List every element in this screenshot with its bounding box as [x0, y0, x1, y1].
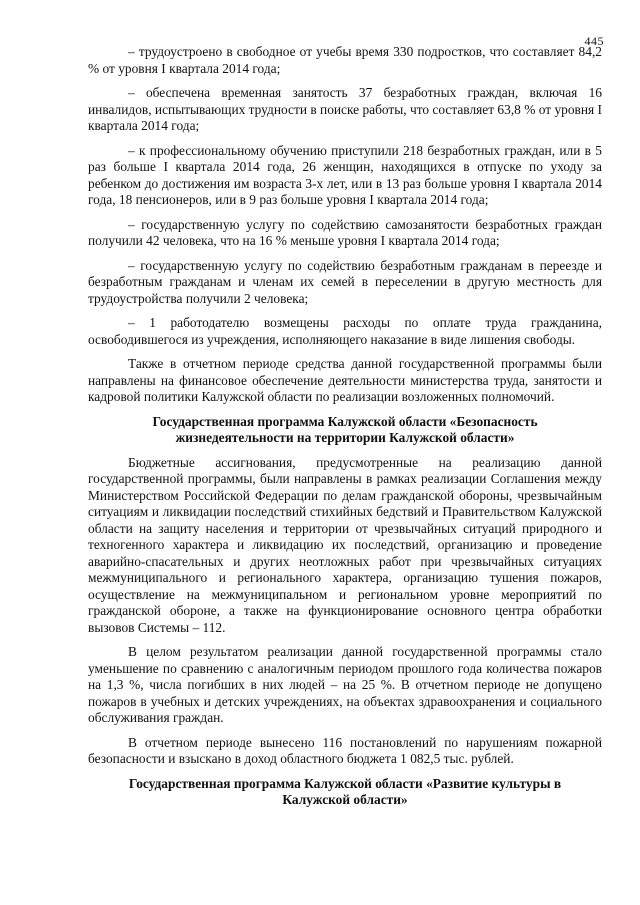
document-body	[88, 44, 602, 817]
paragraph: Также в отчетном периоде средства данной государственной программы были направлены на финансовое обеспечение деятельности министерства труда, занятости и кадровой политики Калужской области по реализации возложенных полномочий.	[88, 356, 602, 404]
paragraph: Бюджетные ассигнования, предусмотренные на реализацию данной государственной программы, были направлены в рамках реализации Соглашения между Министерством Российской Федерации по делам гражданской обороны, чрезвычайным ситуациям и ликвидации последствий стихийных бедствий и Правительством Калужской области на защиту населения и территории от чрезвычайных ситуаций природного и техногенного характера и ликвидацию их последствий, организацию и проведение аварийно-спасательных и других неотложных работ при чрезвычайных ситуациях межмуниципального и регионального характера, организацию тушения пожаров, осуществление на межмуниципальном и региональном уровне мероприятий по гражданской обороне, а также на функционирование основного центра обработки вызовов Системы – 112.	[88, 454, 602, 635]
paragraph: – 1 работодателю возмещены расходы по оплате труда гражданина, освободившегося из учреждения, исполняющего наказание в виде лишения свободы.	[88, 315, 602, 347]
page-number: 445	[584, 34, 604, 48]
paragraph: – государственную услугу по содействию безработным гражданам в переезде и безработным гражданам и членам их семей в переселении в другую местность для трудоустройства получили 2 человека;	[88, 257, 602, 306]
paragraph: В отчетном периоде вынесено 116 постановлений по нарушениям пожарной безопасности и взыскано в доход областного бюджета 1 082,5 тыс. рублей.	[88, 734, 602, 766]
paragraph: В целом результатом реализации данной государственной программы стало уменьшение по сравнению с аналогичным периодом прошлого года количества пожаров на 1,3 %, числа погибших в них людей – на 25 %. В отчетном периоде не допущено пожаров в учебных и детских учреждениях, на объектах здравоохранения и социального обслуживания граждан.	[88, 644, 602, 725]
section-heading: Государственная программа Калужской области «Развитие культуры в Калужской области»	[128, 775, 562, 807]
section-heading: Государственная программа Калужской области «Безопасность жизнедеятельности на территории Калужской области»	[152, 413, 538, 445]
paragraph: – к профессиональному обучению приступили 218 безработных граждан, или в 5 раз больше I квартала 2014 года, 26 женщин, находящихся в отпуске по уходу за ребенком до достижения им возраста 3-х лет, или в 13 раз больше уровня I квартала 2014 года, 18 пенсионеров, или в 9 раз больше уровня I квартала 2014 года;	[88, 142, 602, 207]
paragraph: – трудоустроено в свободное от учебы время 330 подростков, что составляет 84,2 % от уровня I квартала 2014 года;	[88, 44, 602, 76]
paragraph: – обеспечена временная занятость 37 безработных граждан, включая 16 инвалидов, испытывающих трудности в поиске работы, что составляет 63,8 % от уровня I квартала 2014 года;	[88, 85, 602, 133]
paragraph: – государственную услугу по содействию самозанятости безработных граждан получили 42 человека, что на 16 % меньше уровня I квартала 2014 года;	[88, 216, 602, 248]
